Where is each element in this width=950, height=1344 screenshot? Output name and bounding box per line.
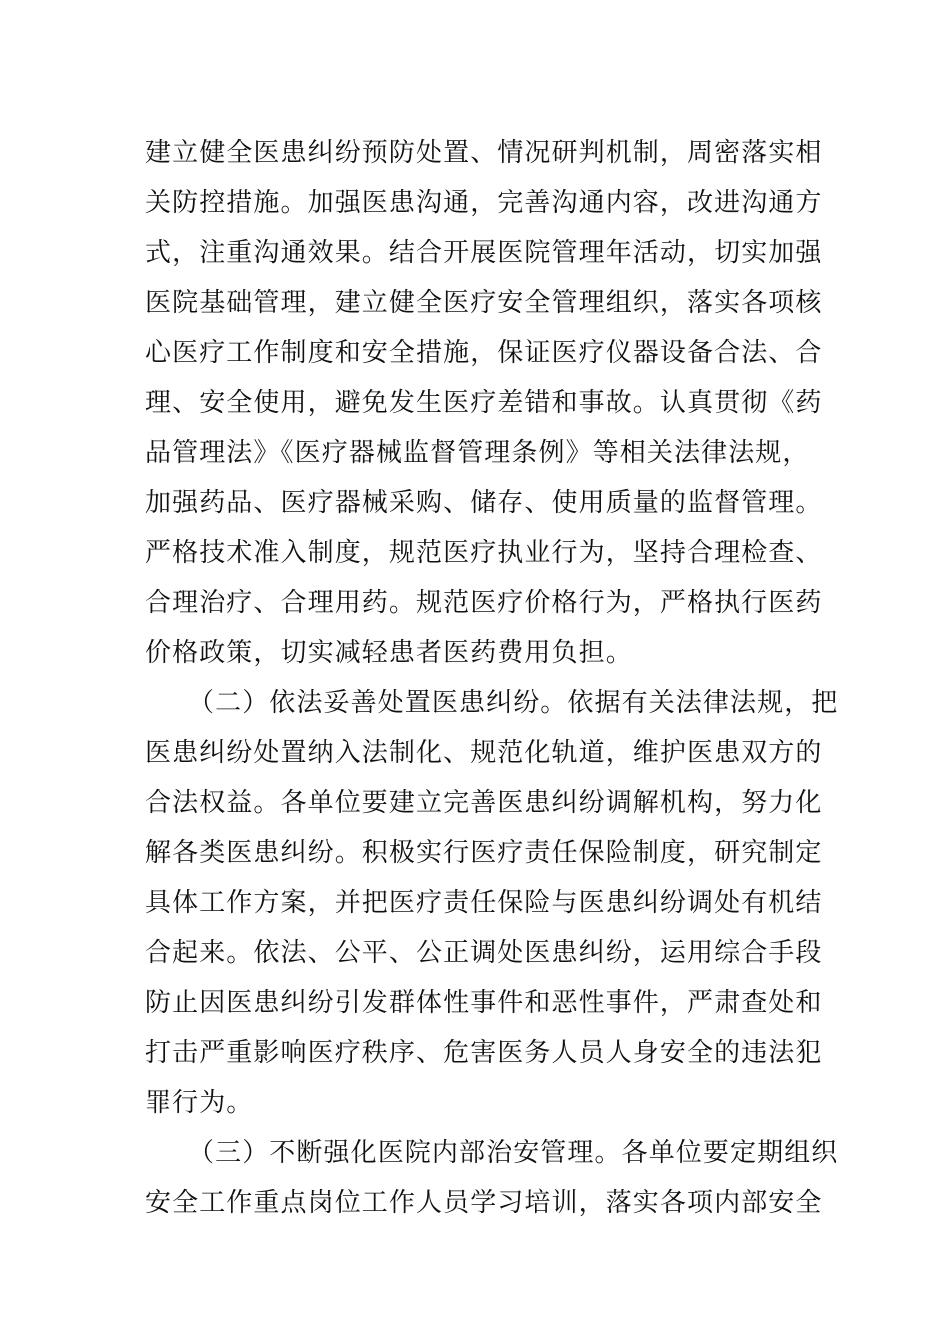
text-line: 心医疗工作制度和安全措施，保证医疗仪器设备合法、合	[145, 338, 823, 368]
text-line: 医院基础管理，建立健全医疗安全管理组织，落实各项核	[145, 288, 823, 318]
text-line: 安全工作重点岗位工作人员学习培训，落实各项内部安全	[145, 1188, 823, 1218]
text-line: 品管理法》《医疗器械监督管理条例》等相关法律法规，	[145, 438, 810, 468]
text-line: 式，注重沟通效果。结合开展医院管理年活动，切实加强	[145, 238, 823, 268]
text-line: 罪行为。	[145, 1088, 254, 1118]
text-line: 价格政策，切实减轻患者医药费用负担。	[145, 638, 633, 668]
text-line: 解各类医患纠纷。积极实行医疗责任保险制度，研究制定	[145, 838, 823, 868]
text-line: 具体工作方案，并把医疗责任保险与医患纠纷调处有机结	[145, 888, 823, 918]
text-line: 合理治疗、合理用药。规范医疗价格行为，严格执行医药	[145, 588, 823, 618]
text-line: 合法权益。各单位要建立完善医患纠纷调解机构，努力化	[145, 788, 823, 818]
text-line: 合起来。依法、公平、公正调处医患纠纷，运用综合手段	[145, 938, 823, 968]
text-line: 关防控措施。加强医患沟通，完善沟通内容，改进沟通方	[145, 188, 823, 218]
text-line: 打击严重影响医疗秩序、危害医务人员人身安全的违法犯	[145, 1038, 823, 1068]
text-line: 医患纠纷处置纳入法制化、规范化轨道，维护医患双方的	[145, 738, 823, 768]
text-line: 加强药品、医疗器械采购、储存、使用质量的监督管理。	[145, 488, 823, 518]
text-line: 理、安全使用，避免发生医疗差错和事故。认真贯彻《药	[145, 388, 823, 418]
text-line: 防止因医患纠纷引发群体性事件和恶性事件，严肃查处和	[145, 988, 823, 1018]
paragraph-start-line: （二）依法妥善处置医患纠纷。依据有关法律法规，把	[188, 688, 839, 718]
text-line: 建立健全医患纠纷预防处置、情况研判机制，周密落实相	[145, 138, 823, 168]
paragraph-start-line: （三）不断强化医院内部治安管理。各单位要定期组织	[188, 1138, 839, 1168]
text-line: 严格技术准入制度，规范医疗执业行为，坚持合理检查、	[145, 538, 823, 568]
